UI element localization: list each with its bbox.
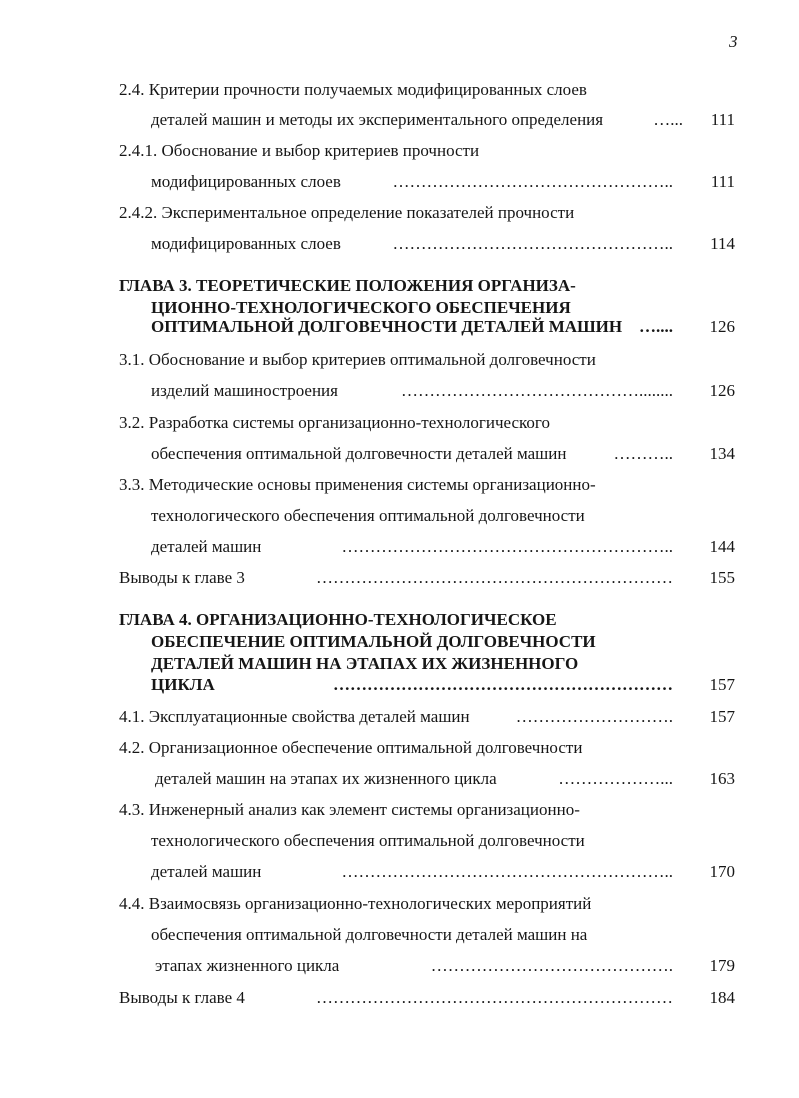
toc-leader-dots: ………………………………………………….. xyxy=(341,862,673,881)
toc-entry-3-2-line2: обеспечения оптимальной долговечности деталей машин ……….. 134 xyxy=(151,441,735,467)
toc-entry-4-4-line2: обеспечения оптимальной долговечности деталей машин на xyxy=(151,925,588,944)
chapter-3-heading-line1: ГЛАВА 3. ТЕОРЕТИЧЕСКИЕ ПОЛОЖЕНИЯ ОРГАНИЗА- xyxy=(119,276,576,295)
toc-leader-dots: ……….. xyxy=(613,444,673,463)
toc-entry-2-4-1-line1: 2.4.1. Обоснование и выбор критериев прочности xyxy=(119,141,480,160)
toc-page-number: 126 xyxy=(709,381,735,400)
toc-entry-4-3-line3: деталей машин ………………………………………………….. 170 xyxy=(151,859,735,885)
toc-entry-2-4-2-line2: модифицированных слоев ………………………………………….. 114 xyxy=(151,231,735,257)
toc-leader-dots: ………………………………………….. xyxy=(392,234,673,253)
toc-entry-4-1: 4.1. Эксплуатационные свойства деталей машин ………………………. 157 xyxy=(119,704,735,730)
toc-entry-3-3-line1: 3.3. Методические основы применения системы организационно- xyxy=(119,475,596,494)
toc-leader-dots: ……………………………………. xyxy=(430,956,673,975)
toc-page-number: 163 xyxy=(709,769,735,788)
toc-entry-3-3-line2: технологического обеспечения оптимальной долговечности xyxy=(151,506,585,525)
toc-page-number: 111 xyxy=(710,172,735,191)
toc-page-number: 170 xyxy=(709,862,735,881)
chapter-3-heading-line2: ЦИОННО-ТЕХНОЛОГИЧЕСКОГО ОБЕСПЕЧЕНИЯ xyxy=(151,298,571,317)
toc-page-number: 134 xyxy=(709,444,735,463)
toc-entry-3-3-line3: деталей машин ………………………………………………….. 144 xyxy=(151,534,735,560)
toc-page-number: 155 xyxy=(709,568,735,587)
page-number: 3 xyxy=(729,32,738,51)
toc-page-number: 157 xyxy=(709,707,735,726)
toc-leader-dots: ……………………………………………………… xyxy=(316,568,673,587)
toc-page-number: 179 xyxy=(709,956,735,975)
chapter-4-heading-line3: ДЕТАЛЕЙ МАШИН НА ЭТАПАХ ИХ ЖИЗНЕННОГО xyxy=(151,654,579,673)
toc-leader-dots: ……………………………………........ xyxy=(401,381,673,400)
toc-page-number: 144 xyxy=(709,537,735,556)
chapter-4-heading-line2: ОБЕСПЕЧЕНИЕ ОПТИМАЛЬНОЙ ДОЛГОВЕЧНОСТИ xyxy=(151,632,596,651)
chapter-4-heading-line1: ГЛАВА 4. ОРГАНИЗАЦИОННО-ТЕХНОЛОГИЧЕСКОЕ xyxy=(119,610,557,629)
toc-page-number: 126 xyxy=(709,317,735,336)
toc-entry-4-4-line1: 4.4. Взаимосвязь организационно-технологических мероприятий xyxy=(119,894,592,913)
toc-entry-4-3-line2: технологического обеспечения оптимальной долговечности xyxy=(151,831,585,850)
toc-leader-dots: …... xyxy=(653,110,683,129)
toc-entry-3-2-line1: 3.2. Разработка системы организационно-технологического xyxy=(119,413,550,432)
toc-leader-dots: ……………………………………………………… xyxy=(316,988,673,1007)
toc-leader-dots: ………………………………………………….. xyxy=(341,537,673,556)
toc-entry-4-2-line2: деталей машин на этапах их жизненного цикла ………………... 163 xyxy=(155,766,735,792)
toc-entry-conclusions-4: Выводы к главе 4 ……………………………………………………… 184 xyxy=(119,985,735,1011)
chapter-4-heading-line4: ЦИКЛА …………………………………………………… 157 xyxy=(151,672,735,698)
toc-entry-4-4-line3: этапах жизненного цикла ……………………………………. 179 xyxy=(155,953,735,979)
toc-entry-4-2-line1: 4.2. Организационное обеспечение оптимальной долговечности xyxy=(119,738,583,757)
toc-page-number: 111 xyxy=(710,110,735,129)
toc-entry-2-4-line1: 2.4. Критерии прочности получаемых модифицированных слоев xyxy=(119,80,587,99)
toc-leader-dots: ….... xyxy=(639,317,673,336)
toc-entry-2-4-2-line1: 2.4.2. Экспериментальное определение показателей прочности xyxy=(119,203,575,222)
toc-page-number: 184 xyxy=(709,988,735,1007)
toc-leader-dots: …………………………………………………… xyxy=(333,675,673,694)
toc-entry-2-4-line2: деталей машин и методы их экспериментального определения …... 111 xyxy=(151,107,735,133)
toc-entry-conclusions-3: Выводы к главе 3 ……………………………………………………… 155 xyxy=(119,565,735,591)
toc-entry-2-4-1-line2: модифицированных слоев ………………………………………….. 111 xyxy=(151,169,735,195)
toc-page-number: 157 xyxy=(709,675,735,694)
toc-entry-3-1-line2: изделий машиностроения ……………………………………........ 126 xyxy=(151,378,735,404)
toc-page-number: 114 xyxy=(710,234,735,253)
toc-leader-dots: ………………………. xyxy=(515,707,673,726)
toc-entry-4-3-line1: 4.3. Инженерный анализ как элемент системы организационно- xyxy=(119,800,580,819)
chapter-3-heading-line3: ОПТИМАЛЬНОЙ ДОЛГОВЕЧНОСТИ ДЕТАЛЕЙ МАШИН ….... 126 xyxy=(151,314,735,340)
toc-leader-dots: ………………………………………….. xyxy=(392,172,673,191)
toc-entry-3-1-line1: 3.1. Обоснование и выбор критериев оптимальной долговечности xyxy=(119,350,596,369)
toc-leader-dots: ………………... xyxy=(558,769,673,788)
